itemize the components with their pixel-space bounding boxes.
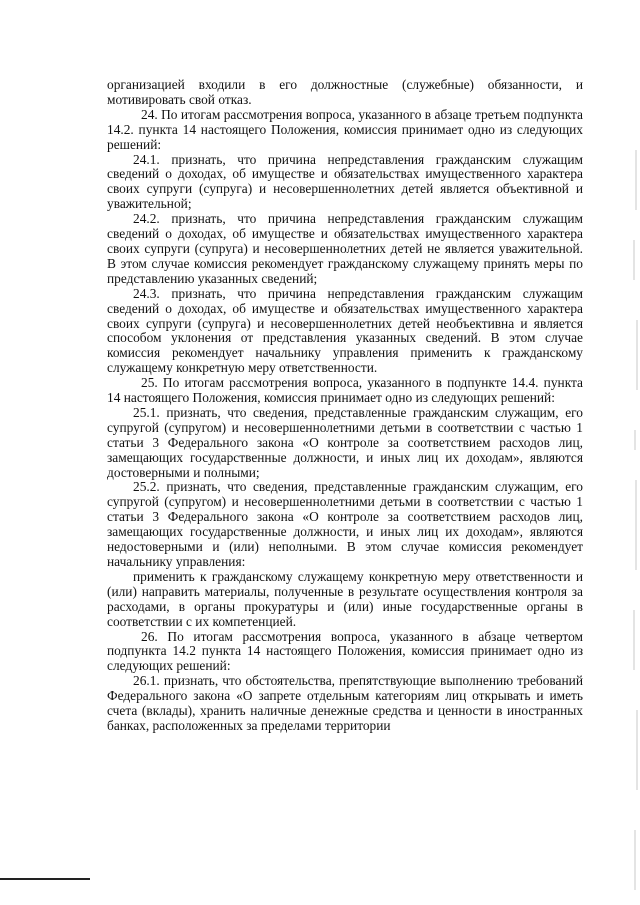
paragraph-24: 24. По итогам рассмотрения вопроса, указанного в абзаце третьем подпункта 14.2. пункта 14 настоящего Положения, комиссия принимает одно из следующих решений: xyxy=(107,106,583,152)
paragraph-24-1: 24.1. признать, что причина непредставления гражданским служащим сведений о доходах, об имуществе и обязательствах имущественного характера своих супруги (супруга) и несовершеннолетних детей является объективной и уважительной; xyxy=(107,151,583,212)
paragraph-25: 25. По итогам рассмотрения вопроса, указанного в подпункте 14.4. пункта 14 настоящего Положения, комиссия принимает одно из следующих решений: xyxy=(107,375,583,406)
footer-rule xyxy=(0,878,90,880)
paragraph-26: 26. По итогам рассмотрения вопроса, указанного в абзаце четвертом подпункта 14.2 пункта 14 настоящего Положения, комиссия принимает одно из следующих решений: xyxy=(107,628,583,674)
paragraph-25-2: 25.2. признать, что сведения, представленные гражданским служащим, его супругой (супругом) и несовершеннолетними детьми в соответствии с частью 1 статьи 3 Федерального закона «О контроле за соответствием расходов лиц, замещающих государственные должности, и иных лиц их доходам», являются недостоверными и (или) неполными. В этом случае комиссия рекомендует начальнику управления: xyxy=(107,479,583,569)
paragraph-25-1: 25.1. признать, что сведения, представленные гражданским служащим, его супругой (супругом) и несовершеннолетними детьми в соответствии с частью 1 статьи 3 Федерального закона «О контроле за соответствием расходов лиц, замещающих государственные должности, и иных лиц их доходам», являются достоверными и полными; xyxy=(107,404,583,480)
paragraph-24-3: 24.3. признать, что причина непредставления гражданским служащим сведений о доходах, об имуществе и обязательствах имущественного характера своих супруги (супруга) и несовершеннолетних детей необъективна и является способом уклонения от представления указанных сведений. В этом случае комиссия рекомендует начальнику управления применить к гражданскому служащему конкретную меру ответственности. xyxy=(107,285,583,376)
scan-edge-noise xyxy=(630,150,640,890)
paragraph-24-2: 24.2. признать, что причина непредставления гражданским служащим сведений о доходах, об имуществе и обязательствах имущественного характера своих супруги (супруга) и несовершеннолетних детей не является уважительной. В этом случае комиссия рекомендует гражданскому служащему принять меры по представлению указанных сведений; xyxy=(107,211,583,286)
paragraph-25-2-measures: применить к гражданскому служащему конкретную меру ответственности и (или) направить материалы, полученные в результате осуществления контроля за расходами, в органы прокуратуры и (или) иные государственные органы в соответствии с их компетенцией. xyxy=(107,568,583,629)
paragraph-26-1: 26.1. признать, что обстоятельства, препятствующие выполнению требований Федерального закона «О запрете отдельным категориям лиц открывать и иметь счета (вклады), хранить наличные денежные средства и ценности в иностранных банках, расположенных за пределами территории xyxy=(107,673,583,733)
paragraph-continuation: организацией входили в его должностные (служебные) обязанности, и мотивировать свой отказ. xyxy=(107,77,583,107)
document-body xyxy=(107,78,583,734)
